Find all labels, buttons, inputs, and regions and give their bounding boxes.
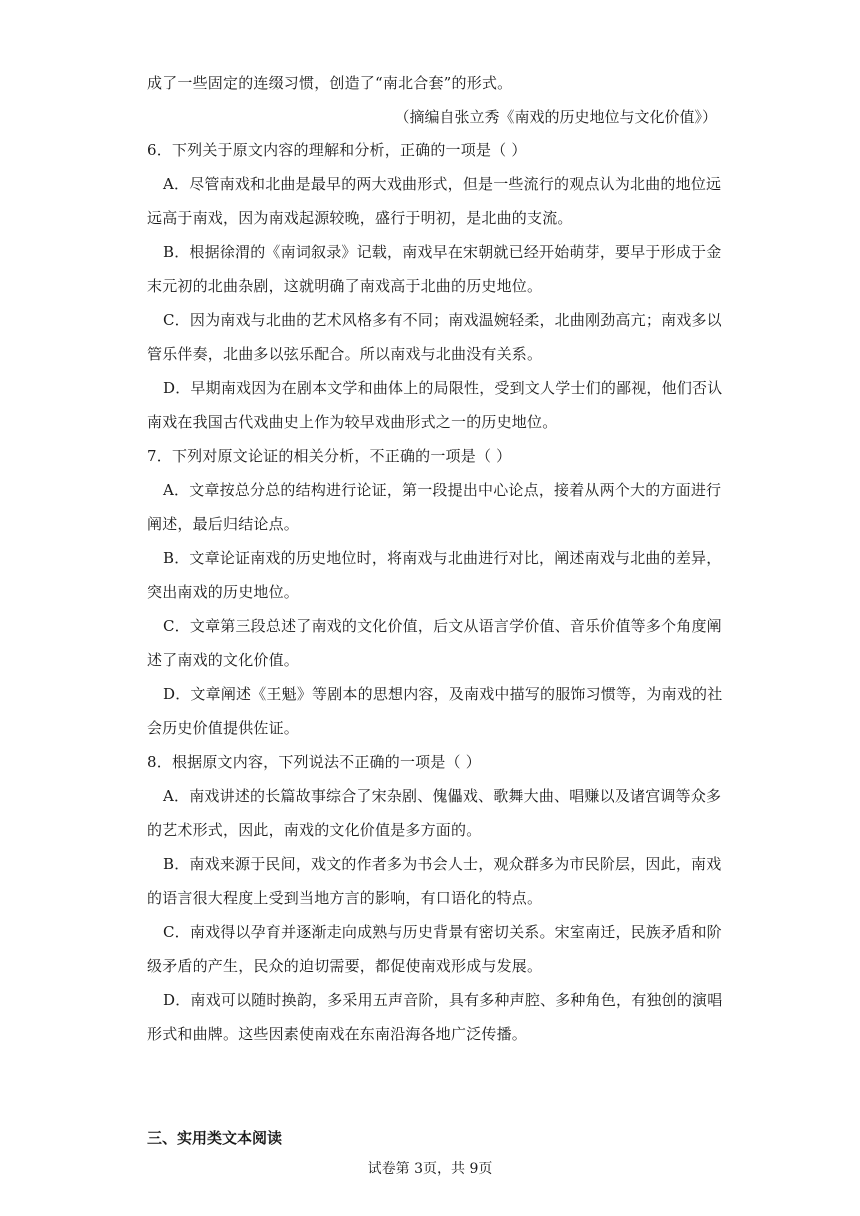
source-citation: （摘编自张立秀《南戏的历史地位与文化价值》） (394, 108, 717, 126)
q7-option-b-line2: 突出南戏的历史地位。 (147, 583, 300, 601)
q8-option-c-line1: C．南戏得以孕育并逐渐走向成熟与历史背景有密切关系。宋室南迁，民族矛盾和阶 (163, 923, 722, 941)
q7-option-a-line1: A．文章按总分总的结构进行论证，第一段提出中心论点，接着从两个大的方面进行 (163, 481, 722, 499)
q7-option-a-line2: 阐述，最后归结论点。 (147, 515, 300, 533)
q6-option-b-line2: 末元初的北曲杂剧，这就明确了南戏高于北曲的历史地位。 (147, 277, 543, 295)
q8-option-a-line2: 的艺术形式，因此，南戏的文化价值是多方面的。 (147, 821, 482, 839)
q7-option-c-line1: C．文章第三段总述了南戏的文化价值，后文从语言学价值、音乐价值等多个角度阐 (163, 617, 722, 635)
q6-option-d-line2: 南戏在我国古代戏曲史上作为较早戏曲形式之一的历史地位。 (147, 413, 558, 431)
q8-option-a-line1: A．南戏讲述的长篇故事综合了宋杂剧、傀儡戏、歌舞大曲、唱赚以及诸宫调等众多 (163, 787, 722, 805)
q7-option-d-line1: D．文章阐述《王魁》等剧本的思想内容，及南戏中描写的服饰习惯等，为南戏的社 (163, 685, 723, 703)
q6-option-a-line1: A．尽管南戏和北曲是最早的两大戏曲形式，但是一些流行的观点认为北曲的地位远 (163, 175, 722, 193)
question-7-stem: 7．下列对原文论证的相关分析，不正确的一项是（ ） (147, 447, 512, 465)
question-8-stem: 8．根据原文内容，下列说法不正确的一项是（ ） (147, 753, 481, 771)
q6-option-a-line2: 远高于南戏，因为南戏起源较晚，盛行于明初，是北曲的支流。 (147, 209, 573, 227)
section-title: 三、实用类文本阅读 (147, 1129, 283, 1147)
q6-option-d-line1: D．早期南戏因为在剧本文学和曲体上的局限性，受到文人学士们的鄙视，他们否认 (163, 379, 723, 397)
q8-option-b-line2: 的语言很大程度上受到当地方言的影响，有口语化的特点。 (147, 889, 543, 907)
q7-option-b-line1: B．文章论证南戏的历史地位时，将南戏与北曲进行对比，阐述南戏与北曲的差异， (163, 549, 722, 567)
q6-option-c-line2: 管乐伴奏，北曲多以弦乐配合。所以南戏与北曲没有关系。 (147, 345, 543, 363)
q8-option-d-line2: 形式和曲牌。这些因素使南戏在东南沿海各地广泛传播。 (147, 1025, 528, 1043)
intro-tail: 成了一些固定的连缀习惯，创造了“南北合套”的形式。 (147, 74, 513, 92)
question-6-stem: 6．下列关于原文内容的理解和分析，正确的一项是（ ） (147, 141, 527, 159)
q6-option-c-line1: C．因为南戏与北曲的艺术风格多有不同；南戏温婉轻柔，北曲刚劲高亢；南戏多以 (163, 311, 722, 329)
q6-option-b-line1: B．根据徐渭的《南词叙录》记载，南戏早在宋朝就已经开始萌芽，要早于形成于金 (163, 243, 722, 261)
q8-option-b-line1: B．南戏来源于民间，戏文的作者多为书会人士，观众群多为市民阶层，因此，南戏 (163, 855, 722, 873)
q8-option-c-line2: 级矛盾的产生，民众的迫切需要，都促使南戏形成与发展。 (147, 957, 543, 975)
q8-option-d-line1: D．南戏可以随时换韵，多采用五声音阶，具有多种声腔、多种角色，有独创的演唱 (163, 991, 723, 1009)
page-footer: 试卷第 3页，共 9页 (367, 1161, 493, 1177)
q7-option-d-line2: 会历史价值提供佐证。 (147, 719, 300, 737)
q7-option-c-line2: 述了南戏的文化价值。 (147, 651, 300, 669)
